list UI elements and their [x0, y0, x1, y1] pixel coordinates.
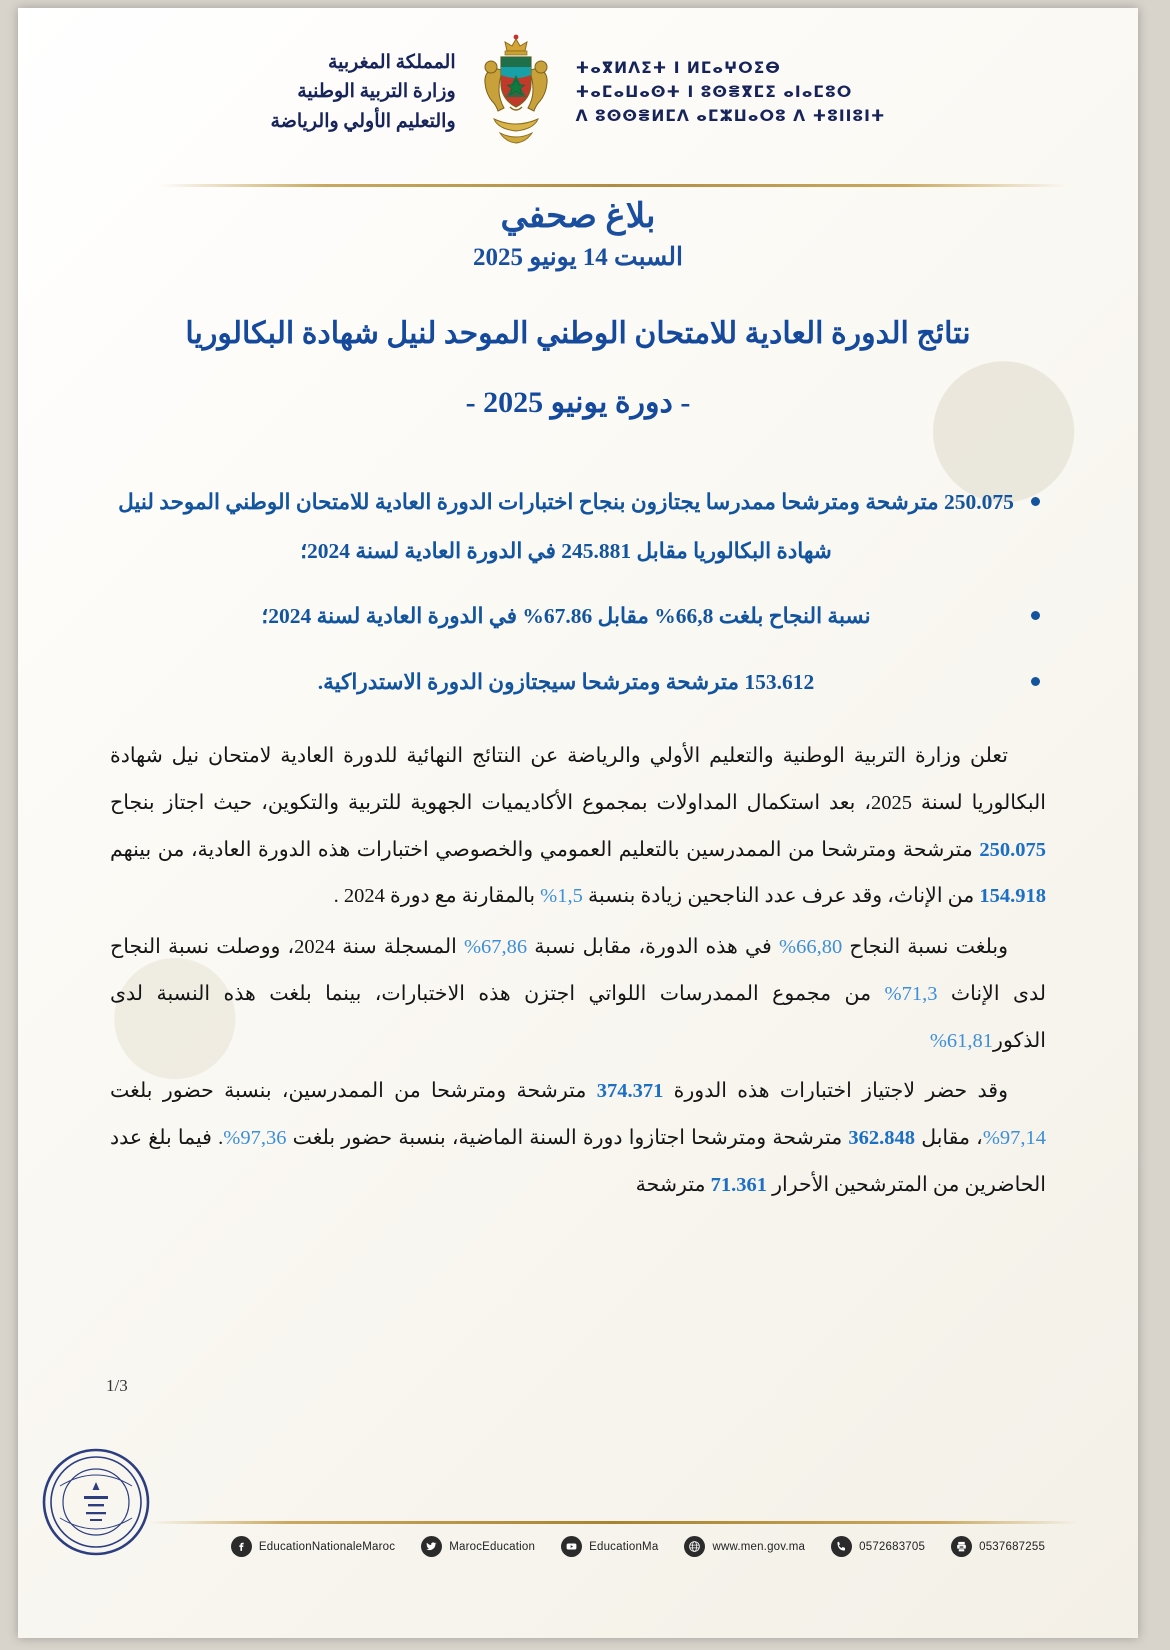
p1-segment-b: مترشحة ومترشحا من الممدرسين بالتعليم العمومي والخصوصي اختبارات هذه الدورة العادية، من بينهم: [110, 838, 980, 861]
p1-segment-c: من الإناث، وقد عرف عدد الناجحين زيادة بنسبة: [582, 885, 980, 908]
footer-item-twitter[interactable]: [421, 1536, 535, 1557]
moroccan-coat-of-arms-icon: [470, 33, 562, 151]
header-arabic-line-3: والتعليم الأولي والرياضة: [270, 110, 456, 132]
page-subtitle: نتائج الدورة العادية للامتحان الوطني الموحد لنيل شهادة البكالوريا: [185, 317, 971, 350]
bullet-text-1: 250.075 مترشحة ومترشحا ممدرسا يجتازون بنجاح اختبارات الدورة العادية للامتحان الوطني الموحد لنيل شهادة البكالوريا مقابل 245.881 في الدورة العادية لسنة 2024؛: [118, 489, 1014, 563]
p3-figure-attendees: 374.371: [596, 1080, 664, 1103]
footer-item-facebook[interactable]: [231, 1536, 395, 1557]
p2-segment-d: من مجموع الممدرسات اللواتي اجتزن هذه الاختبارات، بينما بلغت هذه النسبة لدى الذكور: [110, 982, 1046, 1052]
bullet-text-3: 153.612 مترشحة ومترشحا سيجتازون الدورة الاستدراكية.: [317, 669, 815, 694]
p1-figure-increase-rate: 1,5%: [540, 885, 583, 908]
press-release-date: السبت 14 يونيو 2025: [472, 244, 683, 271]
footer-label-youtube: EducationMa: [589, 1540, 659, 1553]
header-divider: [158, 184, 1068, 187]
footer-contacts: [18, 1536, 1138, 1596]
footer-item-phone[interactable]: [831, 1536, 925, 1557]
p1-segment-a: تعلن وزارة التربية الوطنية والتعليم الأولي والرياضة عن النتائج النهائية للدورة العادية لامتحان نيل شهادة البكالوريا لسنة 2025، بعد استكمال المداولات بمجموع الأكاديميات الجهوية للتربية والتكوين، حيث اجتاز بنجاح: [110, 745, 1046, 814]
document-header: [18, 8, 1138, 162]
header-arabic-line-1: المملكة المغربية: [327, 51, 456, 73]
paragraph-1: [110, 733, 1046, 920]
p3-segment-b: مترشحة ومترشحا من الممدرسين، بنسبة حضور بلغت: [110, 1080, 597, 1103]
footer-label-phone: 0572683705: [859, 1540, 926, 1553]
page-title: بلاغ صحفي: [500, 198, 656, 235]
p2-figure-female-rate: 71,3%: [884, 982, 938, 1005]
p3-segment-f: مترشحة: [635, 1173, 711, 1196]
p1-figure-total-passed: 250.075: [979, 838, 1046, 861]
p2-segment-b: في هذه الدورة، مقابل نسبة: [527, 936, 779, 959]
p1-figure-female-passed: 154.918: [979, 885, 1046, 908]
p3-figure-last-year-rate: 97,36%: [223, 1127, 287, 1150]
footer-label-website: www.men.gov.ma: [712, 1540, 806, 1553]
paragraph-2: [110, 924, 1046, 1064]
bullet-dot-icon: [1031, 497, 1040, 506]
p1-segment-d: بالمقارنة مع دورة 2024 .: [333, 885, 541, 908]
header-tifinagh-line-3: ⴷ ⵓⵙⵙⴻⵍⵎⴷ ⴰⵎⵣⵡⴰⵔⵓ ⴷ ⵜⵓⵏⵏⵓⵏⵜ: [575, 107, 886, 125]
footer-item-youtube[interactable]: [561, 1536, 658, 1557]
footer-item-fax[interactable]: [951, 1536, 1045, 1557]
footer-item-website[interactable]: [684, 1536, 805, 1557]
youtube-icon: [561, 1536, 582, 1557]
key-figures-list: [118, 478, 1048, 708]
p2-figure-male-rate: 61,81%: [929, 1029, 994, 1052]
list-item: [118, 658, 1014, 707]
list-item: [118, 592, 1014, 641]
page-subtitle-session: - دورة يونيو 2025 -: [465, 385, 691, 419]
p3-figure-free-candidates: 71.361: [710, 1173, 767, 1196]
document-page: [18, 8, 1138, 1638]
p3-segment-d: مترشحة ومترشحا اجتازوا دورة السنة الماضية، بنسبة حضور بلغت: [286, 1127, 849, 1150]
body-text: [110, 733, 1046, 1208]
footer-label-twitter: MarocEducation: [449, 1540, 536, 1553]
header-arabic-line-2: وزارة التربية الوطنية: [297, 81, 456, 103]
p3-figure-attendance-rate: 97,14%: [982, 1127, 1047, 1150]
p3-segment-a: وقد حضر لاجتياز اختبارات هذه الدورة: [663, 1080, 1008, 1103]
p2-segment-a: وبلغت نسبة النجاح: [842, 936, 1009, 959]
p2-segment-c: المسجلة سنة 2024، ووصلت نسبة النجاح لدى الإناث: [110, 936, 1046, 1005]
header-tifinagh-line-2: ⵜⴰⵎⴰⵡⴰⵙⵜ ⵏ ⵓⵙⴻⴳⵎⵉ ⴰⵏⴰⵎⵓⵔ: [575, 82, 853, 101]
footer-label-facebook: EducationNationaleMaroc: [258, 1540, 396, 1553]
fax-icon: [951, 1536, 972, 1557]
p3-segment-e: . فيما بلغ عدد الحاضرين من المترشحين الأحرار: [110, 1127, 1046, 1196]
phone-icon: [831, 1536, 852, 1557]
list-item: [118, 478, 1014, 577]
header-tifinagh-block: [576, 56, 886, 128]
p3-figure-last-year-attendees: 362.848: [848, 1127, 916, 1150]
paragraph-3: [110, 1068, 1046, 1208]
facebook-icon: [231, 1536, 252, 1557]
bullet-dot-icon: [1031, 677, 1040, 686]
bullet-text-2: نسبة النجاح بلغت 66,8% مقابل 67.86% في الدورة العادية لسنة 2024؛: [261, 604, 871, 629]
p3-segment-c: ، مقابل: [915, 1127, 983, 1150]
page-number: 1/3: [106, 1376, 128, 1395]
p2-figure-success-rate-2024: 67,86%: [463, 936, 528, 959]
p2-figure-success-rate-2025: 66,80%: [779, 936, 843, 959]
footer-label-fax: 0537687255: [979, 1540, 1046, 1553]
title-section: [18, 196, 1138, 420]
globe-icon: [684, 1536, 705, 1557]
header-arabic-block: [271, 48, 456, 136]
header-tifinagh-line-1: ⵜⴰⴳⵍⴷⵉⵜ ⵏ ⵍⵎⴰⵖⵔⵉⴱ: [575, 58, 781, 77]
footer-divider: [148, 1521, 1078, 1524]
twitter-icon: [421, 1536, 442, 1557]
bullet-dot-icon: [1031, 611, 1040, 620]
